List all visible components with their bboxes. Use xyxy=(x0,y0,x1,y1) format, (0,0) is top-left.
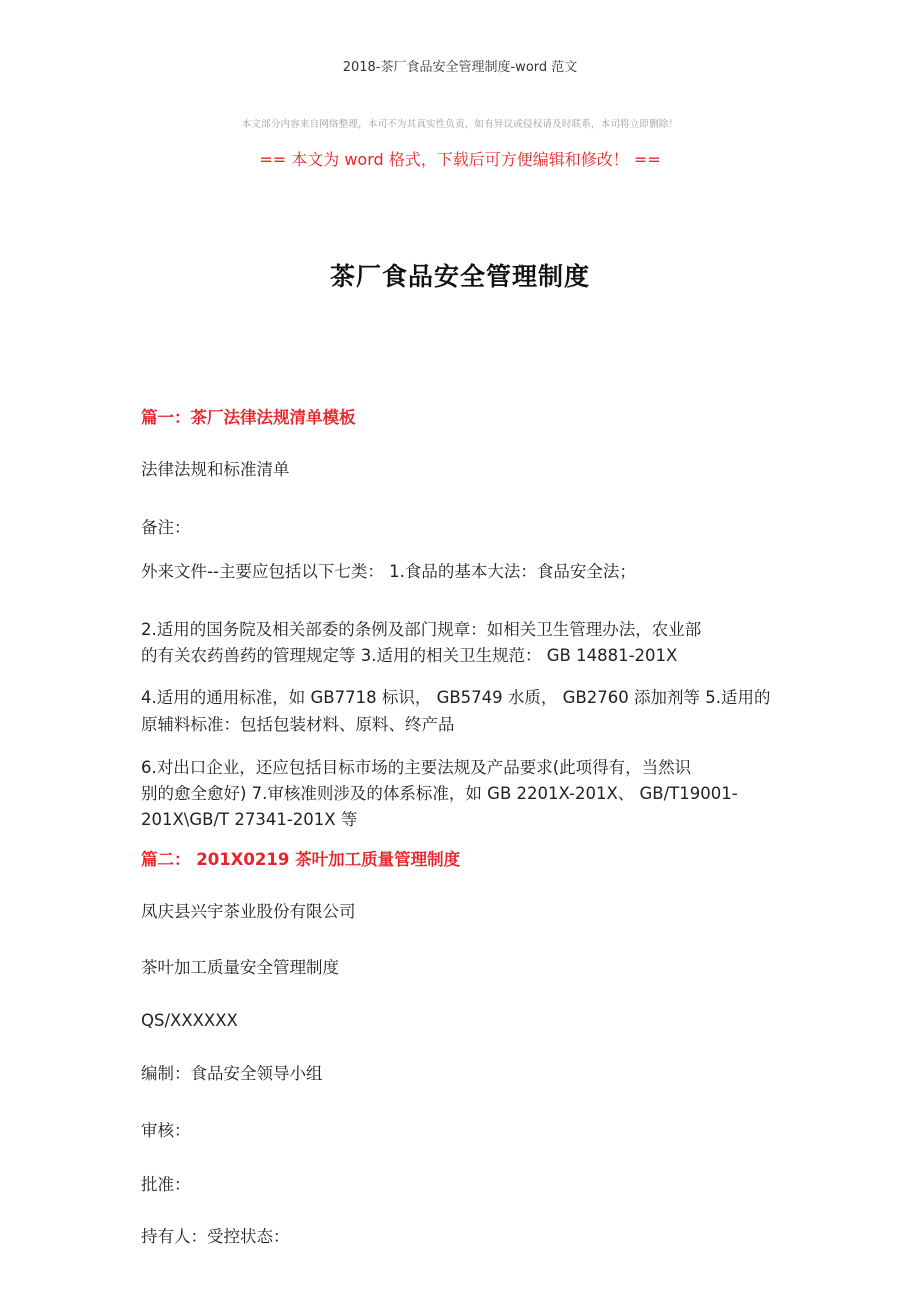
paragraph-item6-line1: 6.对出口企业，还应包括目标市场的主要法规及产品要求(此项得有，当然识 xyxy=(141,758,692,777)
section-heading-1: 篇一：茶厂法律法规清单模板 xyxy=(141,408,356,427)
paragraph-regulation-list: 法律法规和标准清单 xyxy=(141,460,290,479)
paragraph-reviewed-by: 审核： xyxy=(141,1121,191,1140)
paragraph-doc-name: 茶叶加工质量安全管理制度 xyxy=(141,958,339,977)
format-notice: == 本文为 word 格式，下载后可方便编辑和修改！ == xyxy=(259,150,661,169)
paragraph-external-docs: 外来文件--主要应包括以下七类： 1.食品的基本大法：食品安全法； xyxy=(141,562,636,581)
paragraph-item4-line1: 4.适用的通用标准，如 GB7718 标识， GB5749 水质， GB2760 添加剂等 5.适用的 xyxy=(141,688,771,707)
paragraph-remarks: 备注： xyxy=(141,518,191,537)
document-title: 茶厂食品安全管理制度 xyxy=(329,262,590,291)
header-title: 2018-茶厂食品安全管理制度-word 范文 xyxy=(342,60,578,75)
paragraph-item4-line2: 原辅料标准：包括包装材料、原料、终产品 xyxy=(141,715,455,734)
disclaimer-text: 本文部分内容来自网络整理，本司不为其真实性负责，如有异议或侵权请及时联系，本司将立即删除！ xyxy=(241,119,679,130)
paragraph-code: QS/XXXXXX xyxy=(141,1011,238,1030)
paragraph-prepared-by: 编制：食品安全领导小组 xyxy=(141,1064,323,1083)
paragraph-item6-line2: 别的愈全愈好) 7.审核准则涉及的体系标准，如 GB 2201X-201X、 GB/T19001- xyxy=(141,784,738,803)
paragraph-item2-line2: 的有关农药兽药的管理规定等 3.适用的相关卫生规范： GB 14881-201X xyxy=(141,646,678,665)
paragraph-item2-line1: 2.适用的国务院及相关部委的条例及部门规章：如相关卫生管理办法，农业部 xyxy=(141,620,702,639)
paragraph-item6-line3: 201X\GB/T 27341-201X 等 xyxy=(141,810,358,829)
section-heading-2: 篇二： 201X0219 茶叶加工质量管理制度 xyxy=(141,850,461,869)
paragraph-approved-by: 批准： xyxy=(141,1175,191,1194)
paragraph-holder: 持有人：受控状态： xyxy=(141,1227,290,1246)
paragraph-company: 凤庆县兴宇茶业股份有限公司 xyxy=(141,902,356,921)
